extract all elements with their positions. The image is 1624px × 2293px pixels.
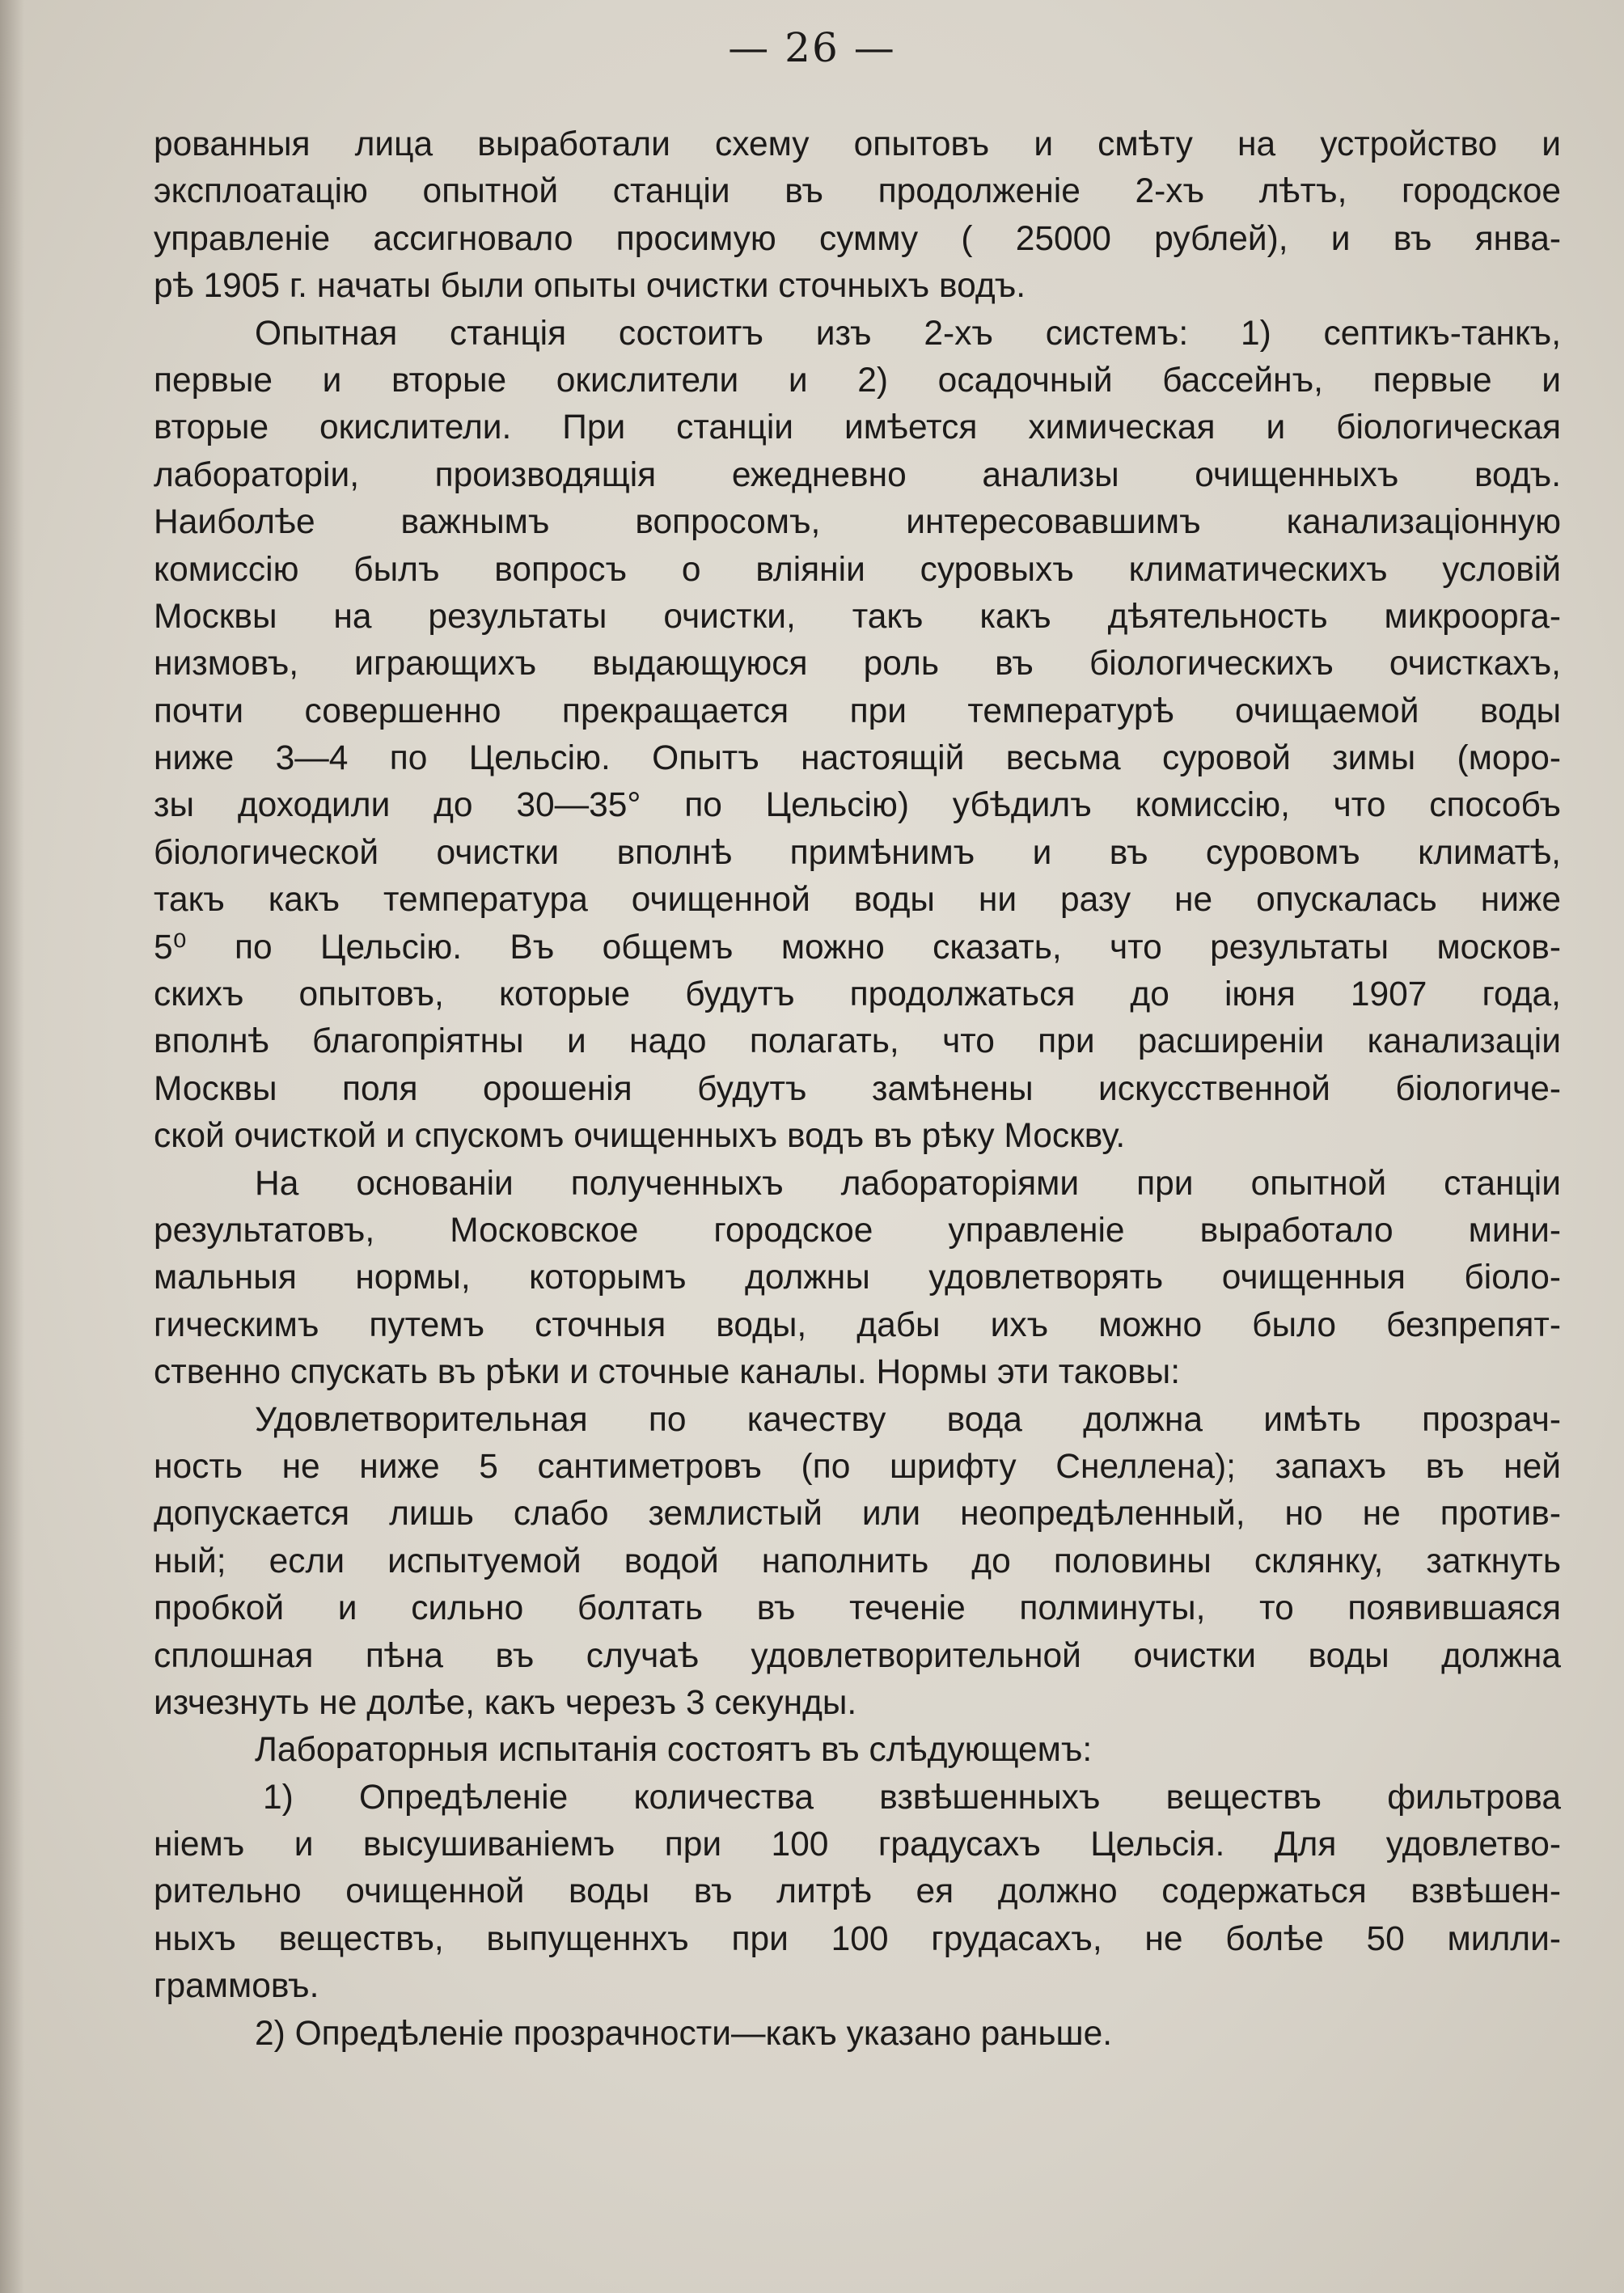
text-line: мальныя нормы, которымъ должны удовлетворять очищенныя біоло- <box>154 1259 1561 1297</box>
text-line: 1) Опредѣленіе количества взвѣшенныхъ веществъ фильтрова <box>263 1778 1561 1817</box>
text-line: зы доходили до 30—35° по Цельсію) убѣдилъ комиссію, что способъ <box>154 786 1561 825</box>
text-line: рѣ 1905 г. начаты были опыты очистки сточныхъ водъ. <box>154 267 1026 306</box>
text-line: сплошная пѣна въ случаѣ удовлетворительной очистки воды должна <box>154 1636 1561 1675</box>
text-line: Удовлетворительная по качеству вода должна имѣть прозрач- <box>255 1400 1561 1439</box>
text-line: допускается лишь слабо землистый или неопредѣленный, но не против- <box>154 1495 1561 1534</box>
text-line: Москвы поля орошенія будутъ замѣнены искусственной біологиче- <box>154 1069 1561 1108</box>
text-line: вполнѣ благопріятны и надо полагать, что при расширеніи канализаціи <box>154 1022 1561 1061</box>
text-line: Москвы на результаты очистки, такъ какъ дѣятельность микроорга- <box>154 597 1561 636</box>
text-line: ныхъ веществъ, выпущеннхъ при 100 грудасахъ, не болѣе 50 милли- <box>154 1919 1561 1958</box>
text-line: скихъ опытовъ, которые будутъ продолжаться до іюня 1907 года, <box>154 975 1561 1014</box>
text-line: управленіе ассигновало просимую сумму ( 25000 рублей), и въ янва- <box>154 219 1561 258</box>
text-line: результатовъ, Московское городское управленіе выработало мини- <box>154 1211 1561 1250</box>
text-line: 5⁰ по Цельсію. Въ общемъ можно сказать, что результаты москов- <box>154 928 1561 967</box>
text-line: ственно спускать въ рѣки и сточные каналы. Нормы эти таковы: <box>154 1353 1181 1392</box>
text-line: ской очисткой и спускомъ очищенныхъ водъ въ рѣку Москву. <box>154 1117 1126 1156</box>
text-line: изчезнуть не долѣе, какъ черезъ 3 секунды. <box>154 1683 857 1722</box>
text-line: гическимъ путемъ сточныя воды, дабы ихъ можно было безпрепят- <box>154 1305 1561 1344</box>
text-line: низмовъ, играющихъ выдающуюся роль въ біологическихъ очисткахъ, <box>154 645 1561 683</box>
text-line: На основаніи полученныхъ лабораторіями при опытной станціи <box>255 1164 1561 1203</box>
text-line: Опытная станція состоитъ изъ 2-хъ системъ: 1) септикъ-танкъ, <box>255 314 1561 353</box>
text-line: первые и вторые окислители и 2) осадочный бассейнъ, первые и <box>154 361 1561 400</box>
text-line: эксплоатацію опытной станціи въ продолженіе 2-хъ лѣтъ, городское <box>154 172 1561 211</box>
text-line: комиссію былъ вопросъ о вліяніи суровыхъ климатическихъ условій <box>154 550 1561 589</box>
text-line: рительно очищенной воды въ литрѣ ея должно содержаться взвѣшен- <box>154 1872 1561 1911</box>
text-line: лабораторіи, производящія ежедневно анализы очищенныхъ водъ. <box>154 455 1561 494</box>
text-line: 2) Опредѣленіе прозрачности—какъ указано раньше. <box>255 2014 1113 2053</box>
text-line: такъ какъ температура очищенной воды ни разу не опускалась ниже <box>154 881 1561 920</box>
text-line: пробкой и сильно болтать въ теченіе полминуты, то появившаяся <box>154 1589 1561 1628</box>
body-text <box>154 121 1561 2058</box>
text-line: Лабораторныя испытанія состоятъ въ слѣдующемъ: <box>255 1731 1093 1770</box>
spine-shadow <box>0 0 24 2293</box>
text-line: біологической очистки вполнѣ примѣнимъ и въ суровомъ климатѣ, <box>154 833 1561 872</box>
page-number: — 26 — <box>728 24 896 71</box>
text-line: почти совершенно прекращается при температурѣ очищаемой воды <box>154 692 1561 730</box>
text-line: ніемъ и высушиваніемъ при 100 градусахъ Цельсія. Для удовлетво- <box>154 1826 1561 1864</box>
text-line: Наиболѣе важнымъ вопросомъ, интересовавшимъ канализаціонную <box>154 503 1561 542</box>
text-line: рованныя лица выработали схему опытовъ и смѣту на устройство и <box>154 125 1561 163</box>
text-line: граммовъ. <box>154 1967 319 2006</box>
text-line: ность не ниже 5 сантиметровъ (по шрифту Снеллена); запахъ въ ней <box>154 1447 1561 1486</box>
text-line: ный; если испытуемой водой наполнить до половины склянку, заткнуть <box>154 1542 1561 1580</box>
text-line: вторые окислители. При станціи имѣется химическая и біологическая <box>154 408 1561 447</box>
text-line: ниже 3—4 по Цельсію. Опытъ настоящій весьма суровой зимы (моро- <box>154 739 1561 778</box>
